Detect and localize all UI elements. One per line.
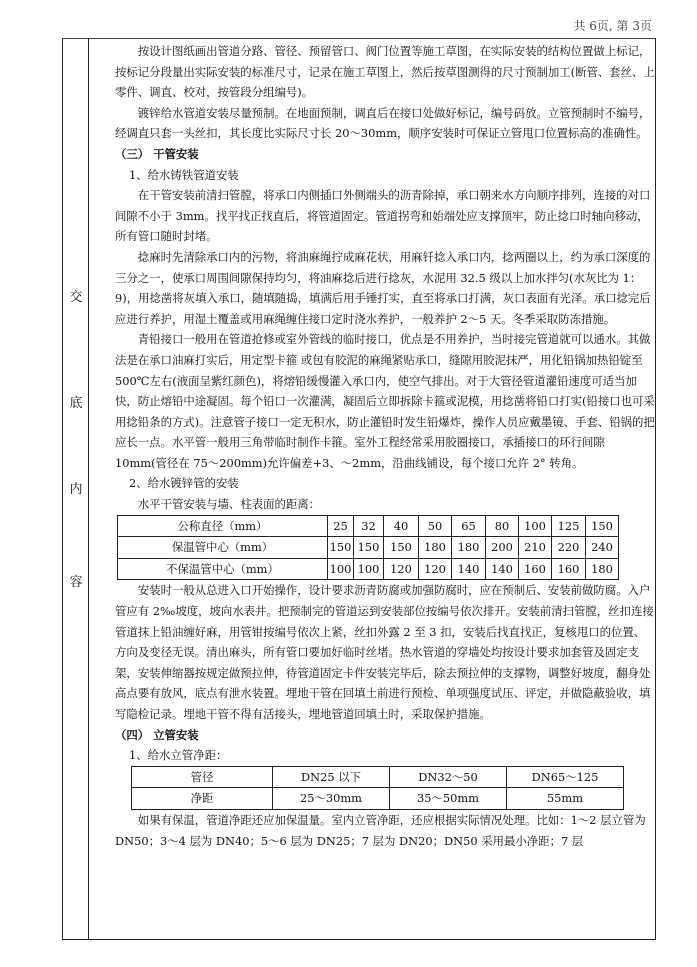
table-cell: 65 (452, 515, 486, 537)
table-cell: 120 (384, 558, 419, 580)
table-cell: 净距 (132, 788, 273, 810)
pipe-distance-table (117, 515, 619, 581)
side-label-column (63, 38, 89, 939)
table-cell: 100 (354, 558, 384, 580)
document-frame (62, 38, 656, 940)
page-header (62, 8, 656, 39)
table-cell: 210 (519, 537, 552, 559)
table-cell: 150 (384, 537, 419, 559)
table-caption: 水平干管安装与墙、柱表面的距离： (137, 497, 321, 512)
table-cell: 200 (486, 537, 519, 559)
side-label-char: 容 (69, 575, 83, 590)
table-cell: 25 (328, 515, 354, 537)
table-cell: 不保温管中心（mm） (118, 558, 328, 580)
table-cell: 32 (354, 515, 384, 537)
table-cell: 240 (586, 537, 619, 559)
table-cell: DN32～50 (390, 766, 507, 788)
table-cell: DN65～125 (507, 766, 624, 788)
table-cell: 180 (452, 537, 486, 559)
content-body (115, 41, 656, 851)
table-cell: 160 (519, 558, 552, 580)
table-cell: 55mm (507, 788, 624, 810)
paragraph: 在干管安装前清扫管膛，将承口内侧插口外侧端头的沥青除掉，承口朝来水方向顺序排列，连接的对口间隙不小于 3mm。找平找正找直后，将管道固定。管道拐弯和始端处应支撑顶牢，防止捻口时轴向移动，所有管口随时封堵。 (115, 188, 651, 244)
table-cell: 160 (552, 558, 586, 580)
side-label-char: 底 (69, 396, 83, 411)
paragraph: 青铅接口一般用在管道抢修或室外管线的临时接口，优点是不用养护，当时接完管道就可以通水。其做法是在承口油麻打实后，用定型卡箍 或包有胶泥的麻绳紧贴承口，缝隙用胶泥抹严，用化铅锅加热铅锭至 500℃左右(液面呈紫红颜色)，将熔铅缓慢灌入承口内，使空气排出。对于大管径管道灌铅速度可适当加快，防止熔铅中途凝固。每个铅口一次灌满，凝固后立即拆除卡箍或泥模，用捻凿将铅口打实(铅接口也可采用捻铅条的方式)。注意管子接口一定无积水，防止灌铅时发生铅爆炸，操作人员应戴墨镜、手套、铅锅的把应长一点。水平管一般用三角带临时制作卡箍。室外工程经常采用胶圈接口，承插接口的环行间隙 10mm(管径在 75～200mm)允许偏差+3、～2mm，沿曲线铺设，每个接口允许 2° 转角。 (115, 332, 655, 470)
side-label-char: 内 (69, 482, 83, 497)
table-cell: 120 (419, 558, 452, 580)
paragraph: 按设计图纸画出管道分路、管径、预留管口、阀门位置等施工草图，在实际安装的结构位置做上标记，按标记分段量出实际安装的标准尺寸，记录在施工草图上，然后按草图测得的尺寸预制加工(断管、套丝、上零件、调直、校对，按管段分组编号)。 (115, 44, 655, 100)
table-cell: 管径 (132, 766, 273, 788)
table-cell: 180 (419, 537, 452, 559)
table-row (132, 766, 624, 788)
table-cell: 25～30mm (273, 788, 390, 810)
paragraph: 捻麻时先清除承口内的污物，将油麻绳拧成麻花状，用麻钎捻入承口内，捻两圈以上，约为承口深度的三分之一，使承口周围间隙保持均匀，将油麻捻后进行捻灰，水泥用 32.5 级以上加水拌匀(水灰比为 1：9)，用捻凿将灰填入承口，随填随捣，填满后用手锤打实，直至将承口打满，灰口表面有光泽。承口捻完后应进行养护，用湿土覆盖或用麻绳缠住接口定时浇水养护，一般养护 2～5 天。冬季采取防冻措施。 (115, 249, 651, 326)
paragraph: 安装时一般从总进入口开始操作，设计要求沥青防腐或加强防腐时，应在预制后、安装前做防腐。入户管应有 2‰坡度，坡向水表井。把预制完的管道运到安装部位按编号依次排开。安装前清扫管膛，丝扣连接管道抹上铅油缠好麻，用管钳按编号依次上紧，丝扣外露 2 至 3 扣，安装后找直找正，复核甩口的位置、方向及变径无误。清出麻头，所有管口要加好临时丝堵。热水管道的穿墙处均按设计要求加套管及固定支架，安装伸缩器按规定做预拉伸，待管道固定卡件安装完毕后，除去预拉伸的支撑物，调整好坡度，翻身处高点要有放风，底点有泄水装置。埋地干管在回填土前进行预检、单项强度试压、评定，并做隐蔽验收，填写隐检记录。埋地干管不得有活接头，埋地管道回填土时，采取保护措施。 (115, 583, 654, 721)
paragraph: 镀锌给水管道安装尽量预制。在地面预制，调直后在接口处做好标记，编号码放。立管预制时不编号，经调直只套一头丝扣，其长度比实际尺寸长 20～30mm，顺序安装时可保证立管甩口位置标高的准确性。 (115, 105, 651, 141)
subsection-title: 1、给水立管净距： (129, 748, 228, 763)
table-cell: 140 (486, 558, 519, 580)
table-cell: 150 (586, 515, 619, 537)
paragraph: 如果有保温，管道净距还应加保温量。室内立管净距，还应根据实际情况处理。比如：1～2 层立管为 DN50；3～4 层为 DN40；5～6 层为 DN25；7 层为 DN20；DN50 采用最小净距；7 层 (115, 812, 646, 848)
side-label-char: 交 (69, 290, 83, 305)
table-cell: 80 (486, 515, 519, 537)
section-title: （三） 干管安装 (115, 146, 199, 161)
table-row (118, 558, 619, 580)
page-info: 共 6页, 第 3页 (573, 19, 652, 33)
table-row (118, 515, 619, 537)
subsection-title: 1、给水铸铁管道安装 (129, 167, 239, 182)
section-title: （四） 立管安装 (115, 727, 199, 742)
table-cell: 125 (552, 515, 586, 537)
table-cell: 100 (328, 558, 354, 580)
table-cell: 150 (354, 537, 384, 559)
subsection-title: 2、给水镀锌管的安装 (129, 476, 239, 491)
table-cell: 140 (452, 558, 486, 580)
table-cell: 220 (552, 537, 586, 559)
table-row (118, 537, 619, 559)
table-cell: DN25 以下 (273, 766, 390, 788)
table-cell: 40 (384, 515, 419, 537)
table-cell: 35～50mm (390, 788, 507, 810)
riser-clearance-table (131, 766, 624, 810)
table-cell: 公称直径（mm） (118, 515, 328, 537)
table-cell: 保温管中心（mm） (118, 537, 328, 559)
table-row (132, 788, 624, 810)
table-cell: 150 (328, 537, 354, 559)
table-cell: 180 (586, 558, 619, 580)
table-cell: 50 (419, 515, 452, 537)
table-cell: 100 (519, 515, 552, 537)
